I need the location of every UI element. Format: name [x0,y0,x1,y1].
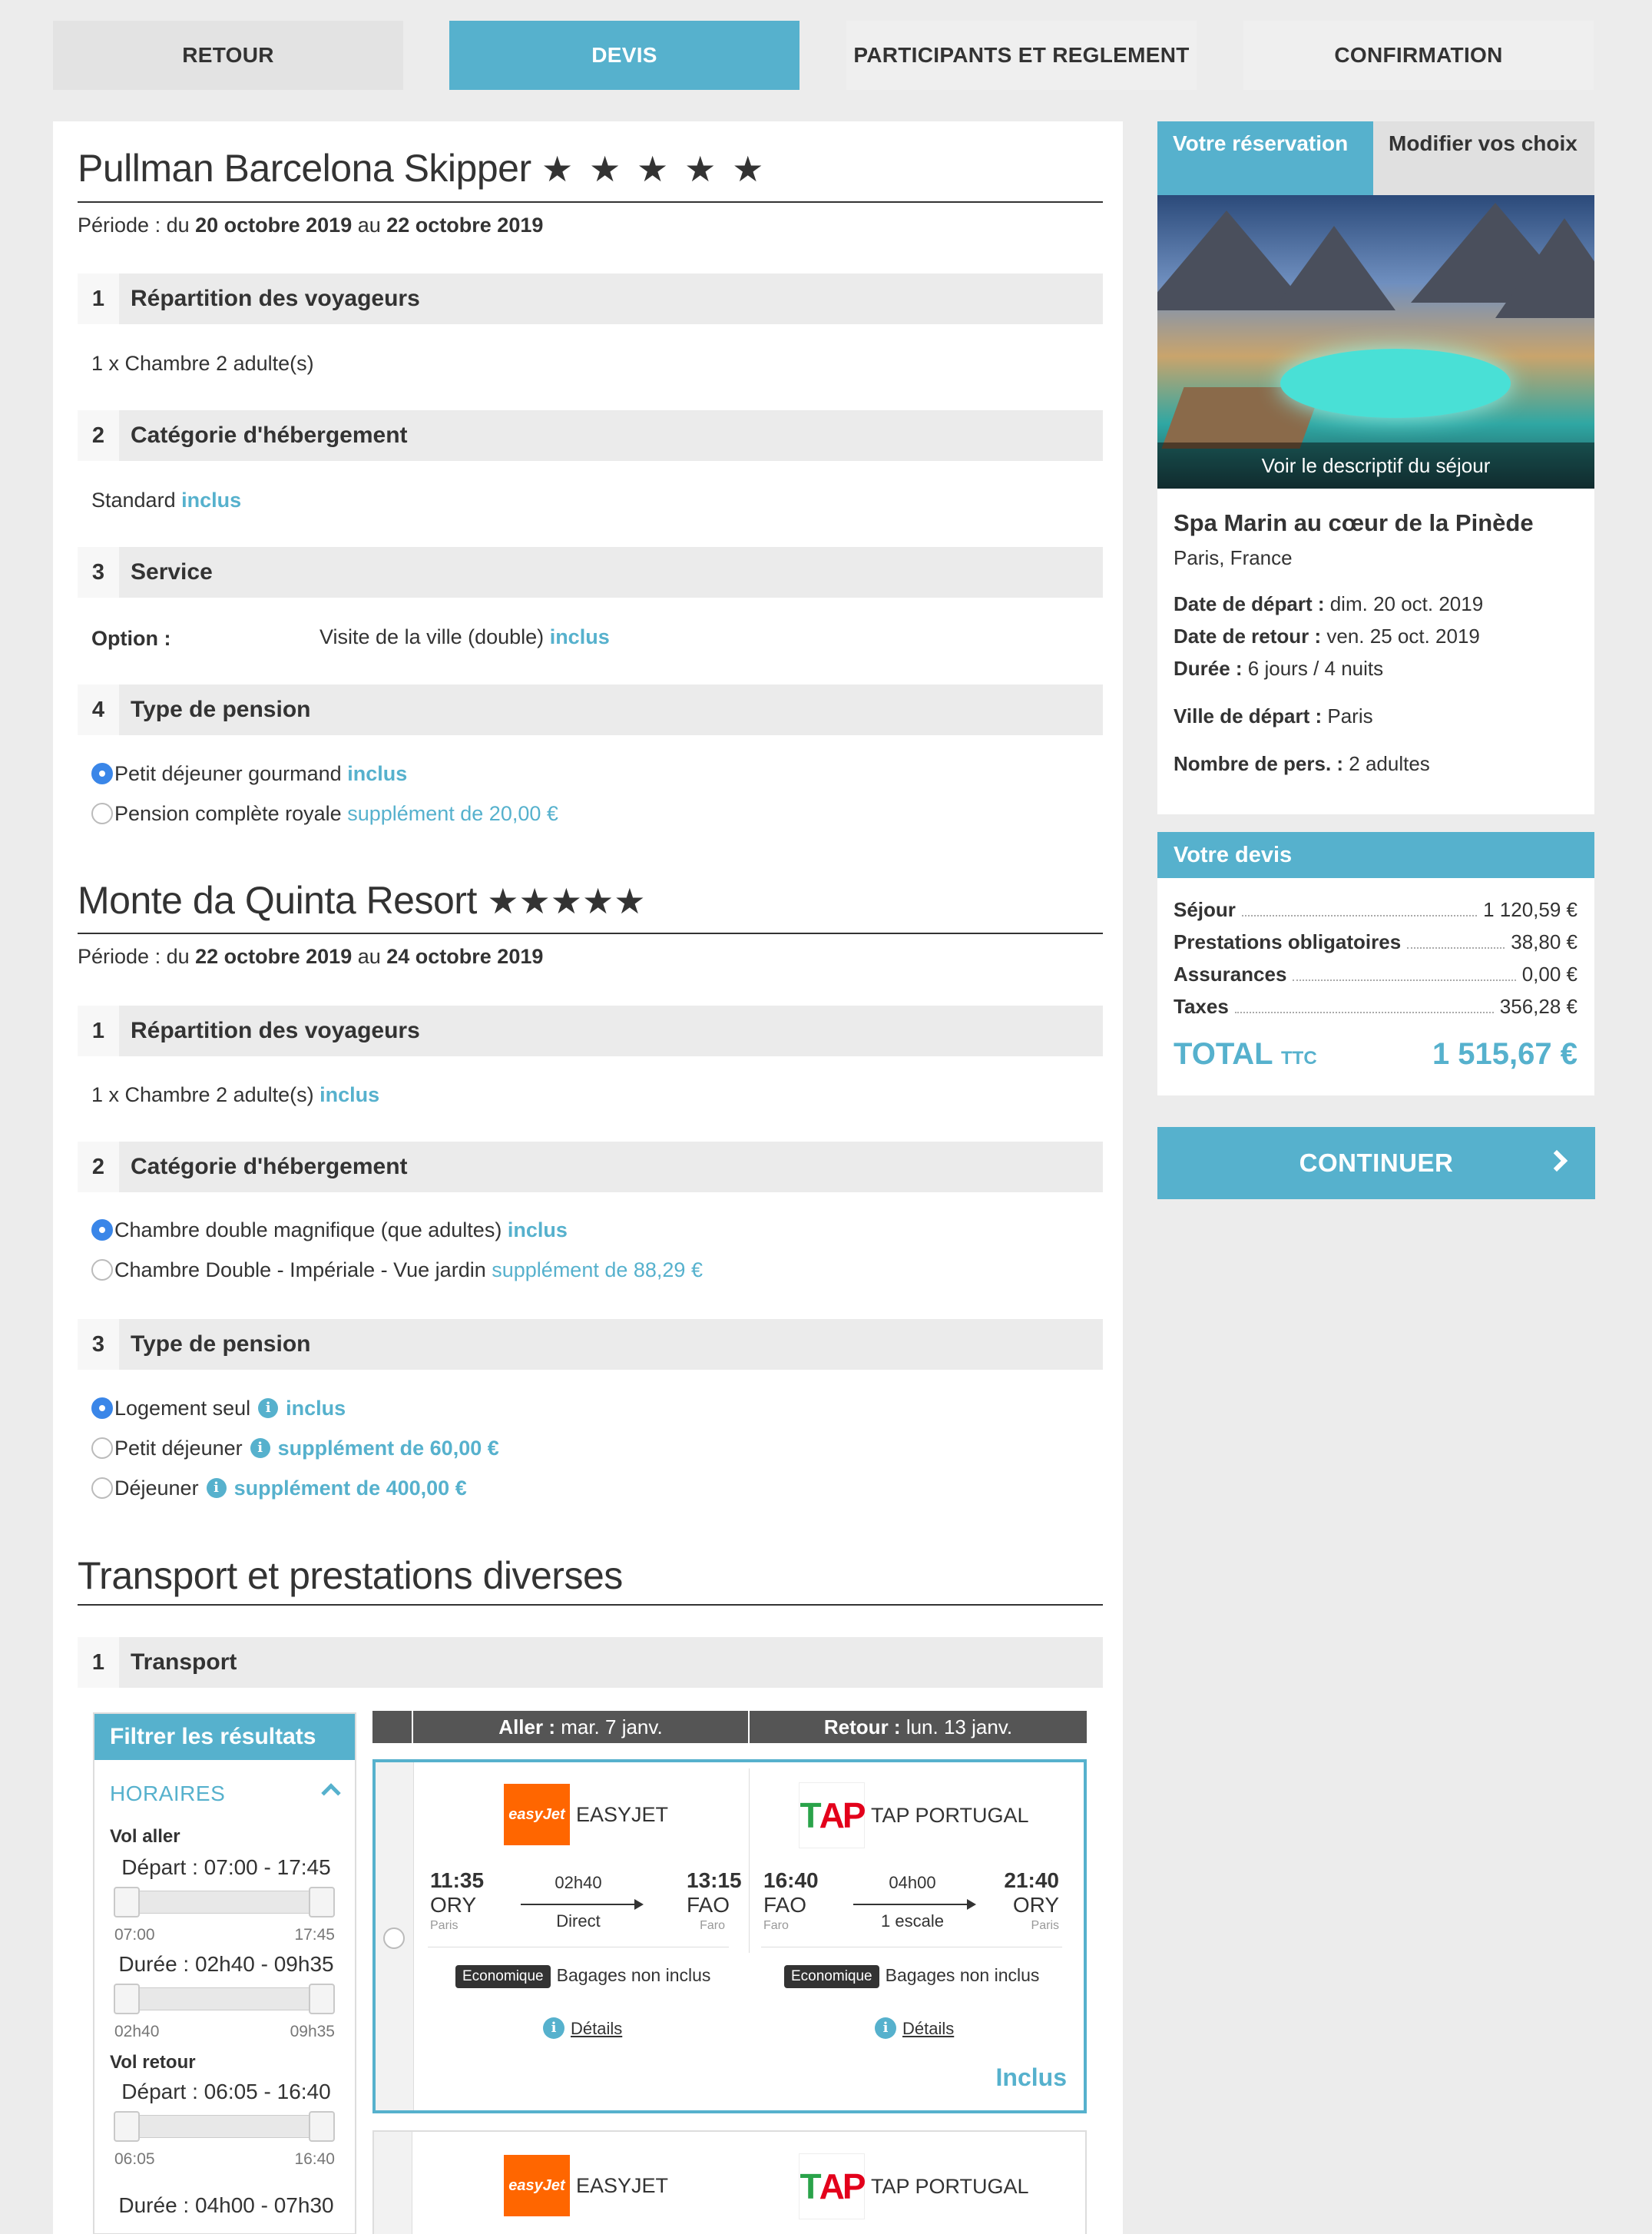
flight-card-2[interactable] [372,2130,1087,2234]
hotel1-section-service: 3 Service [78,547,1103,598]
hotel2-rule [78,933,1103,934]
arrow-right-icon [853,1904,975,1905]
duration: 02h40 [555,1873,602,1892]
filter-panel [93,1712,356,2234]
filter-max-label: 17:45 [294,1926,335,1944]
info-icon[interactable]: i [250,1438,270,1458]
tab-votre-reservation[interactable]: Votre réservation [1157,121,1373,195]
slider-handle-min[interactable] [114,2111,140,2142]
hotel1-pension-opt1[interactable]: Petit déjeuner gourmand inclus [91,762,407,786]
sidebar-tabs [1157,121,1594,195]
hotel1-section-pension: 4 Type de pension [78,684,1103,735]
duration: 04h00 [889,1873,936,1892]
dep-city: Paris [430,1919,459,1932]
hotel2-title [78,878,645,923]
tap-logo-icon: T A P [799,2153,865,2219]
devis-row-prestations: Prestations obligatoires 38,80 € [1174,930,1578,953]
hotel2-period: Période : du 22 octobre 2019 au 24 octobre 2019 [78,945,544,968]
chevron-up-icon[interactable] [321,1783,340,1802]
slider-handle-max[interactable] [309,2111,335,2142]
stay-ville-depart: Ville de départ : Paris [1174,704,1373,728]
flights-head-blank [372,1711,412,1743]
radio-icon[interactable] [91,1477,113,1499]
leg-divider [749,1768,750,1953]
arr-city: Paris [1031,1919,1059,1932]
hotel2-categorie-opt1[interactable]: Chambre double magnifique (que adultes) inclus [91,1218,568,1242]
dep-time: 16:40 [763,1868,819,1892]
hotel1-option-value: Visite de la ville (double) inclus [319,625,610,648]
devis-row-sejour: Séjour 1 120,59 € [1174,898,1578,921]
radio-checked-icon[interactable] [91,763,113,784]
info-icon: i [543,2017,564,2039]
radio-icon[interactable] [91,1437,113,1459]
stops: 1 escale [881,1911,944,1931]
hotel2-stars: ★★★★★ [487,881,646,921]
step-confirmation[interactable]: CONFIRMATION [1243,21,1594,90]
radio-icon[interactable] [91,1259,113,1281]
stay-photo[interactable] [1157,195,1594,489]
filter-min-label: 02h40 [114,2023,160,2040]
stay-location: Paris, France [1174,546,1293,569]
hotel2-section-repartition: 1 Répartition des voyageurs [78,1006,1103,1056]
roof-shape [1495,218,1594,318]
filter-max-label: 16:40 [294,2150,335,2168]
filter-min-label: 06:05 [114,2150,155,2168]
hotel2-pension-opt3[interactable]: Déjeuner i supplément de 400,00 € [91,1477,467,1500]
step-participants[interactable]: PARTICIPANTS ET REGLEMENT [846,21,1197,90]
filter-max-label: 09h35 [290,2023,335,2040]
details-link-outbound[interactable]: i Détails [543,2019,622,2040]
dep-code: FAO [763,1893,807,1917]
info-icon: i [875,2017,896,2039]
baggage-outbound: Economique Bagages non inclus [455,1965,710,1988]
hotel1-option-label: Option : [91,627,171,650]
stay-retour-date: Date de retour : ven. 25 oct. 2019 [1174,625,1480,648]
filter-vol-aller: Vol aller [110,1826,180,1847]
airline-return: T A P TAP PORTUGAL [799,1782,1029,1848]
slider-retour-depart[interactable] [114,2115,334,2138]
hotel2-categorie-opt2[interactable]: Chambre Double - Impériale - Vue jardin supplément de 88,29 € [91,1258,703,1282]
tab-modifier-choix[interactable]: Modifier vos choix [1373,121,1594,195]
devis-total-label: TOTAL TTC [1174,1037,1317,1071]
stay-duree: Durée : 6 jours / 4 nuits [1174,657,1384,680]
photo-caption[interactable]: Voir le descriptif du séjour [1157,442,1594,489]
info-icon[interactable]: i [207,1478,227,1498]
hotel2-pension-opt1[interactable]: Logement seul i inclus [91,1397,346,1420]
devis-title: Votre devis [1157,832,1594,878]
stay-title: Spa Marin au cœur de la Pinède [1174,509,1534,536]
arr-time: 21:40 [1004,1868,1059,1892]
filter-horaires[interactable]: HORAIRES [110,1782,226,1805]
pool-shape [1280,349,1511,418]
slider-aller-duree[interactable] [114,1987,334,2010]
radio-checked-icon[interactable] [91,1219,113,1241]
filter-retour-depart: Départ : 06:05 - 16:40 [121,2080,331,2103]
airline-outbound: easyJet EASYJET [504,2155,668,2216]
filter-retour-duree: Durée : 04h00 - 07h30 [118,2193,334,2217]
arr-code: FAO [687,1893,730,1917]
hotel1-period: Période : du 20 octobre 2019 au 22 octobre 2019 [78,214,544,237]
flights-head-aller: Aller : mar. 7 janv. [413,1711,748,1743]
hotel2-name: Monte da Quinta Resort [78,879,477,922]
hotel1-stars: ★ ★ ★ ★ ★ [541,149,767,189]
details-link-return[interactable]: i Détails [875,2019,954,2040]
step-retour[interactable]: RETOUR [53,21,403,90]
filter-aller-duree: Durée : 02h40 - 09h35 [118,1952,334,1976]
filter-aller-depart: Départ : 07:00 - 17:45 [121,1855,331,1879]
flight-card-1[interactable] [372,1759,1087,2113]
airline-outbound: easyJet EASYJET [504,1784,668,1845]
arrow-right-icon [521,1904,642,1905]
hotel1-categorie-text: Standard inclus [91,489,242,512]
slider-handle-max[interactable] [309,1887,335,1917]
airline-return: T A P TAP PORTUGAL [799,2153,1029,2219]
hotel1-name: Pullman Barcelona Skipper [78,147,531,190]
tap-logo-icon: T A P [799,1782,865,1848]
hotel1-title [78,146,766,191]
continue-button[interactable]: CONTINUER [1157,1127,1595,1199]
stay-nb-pers: Nombre de pers. : 2 adultes [1174,752,1430,775]
stops: Direct [556,1911,601,1931]
hotel1-pension-opt2[interactable]: Pension complète royale supplément de 20,00 € [91,802,558,826]
roof-shape [1273,226,1395,310]
baggage-return: Economique Bagages non inclus [784,1965,1039,1988]
hotel2-repartition-text: 1 x Chambre 2 adulte(s) inclus [91,1083,380,1106]
arr-code: ORY [1012,1893,1059,1917]
filter-title: Filtrer les résultats [94,1714,355,1760]
hotel1-section-repartition: 1 Répartition des voyageurs [78,273,1103,324]
arr-city: Faro [700,1919,725,1932]
hotel2-pension-opt2[interactable]: Petit déjeuner i supplément de 60,00 € [91,1437,499,1460]
flights-head-retour: Retour : lun. 13 janv. [750,1711,1087,1743]
easyjet-logo-icon: easyJet [504,2155,570,2216]
hotel1-rule [78,201,1103,203]
filter-min-label: 07:00 [114,1926,155,1944]
hotel2-section-pension: 3 Type de pension [78,1319,1103,1370]
slider-handle-max[interactable] [309,1984,335,2014]
info-icon[interactable]: i [258,1398,278,1418]
hotel1-section-categorie: 2 Catégorie d'hébergement [78,410,1103,461]
transport-section: 1 Transport [78,1637,1103,1688]
filter-vol-retour: Vol retour [110,2052,196,2073]
dep-code: ORY [430,1893,477,1917]
card-selector[interactable] [374,2132,412,2234]
stay-depart-date: Date de départ : dim. 20 oct. 2019 [1174,592,1484,615]
easyjet-logo-icon: easyJet [504,1784,570,1845]
hotel2-section-categorie: 2 Catégorie d'hébergement [78,1142,1103,1192]
radio-icon[interactable] [383,1927,405,1949]
chevron-right-icon [1546,1150,1568,1172]
dep-city: Faro [763,1919,789,1932]
devis-total-value: 1 515,67 € [1432,1037,1578,1071]
slider-handle-min[interactable] [114,1984,140,2014]
devis-row-assurances: Assurances 0,00 € [1174,963,1578,986]
dep-time: 11:35 [430,1868,485,1892]
devis-row-taxes: Taxes 356,28 € [1174,995,1578,1018]
slider-aller-depart[interactable] [114,1891,334,1914]
radio-checked-icon[interactable] [91,1397,113,1419]
transport-title: Transport et prestations diverses [78,1554,623,1597]
radio-icon[interactable] [91,803,113,824]
flight-price: Inclus [995,2063,1067,2091]
step-devis[interactable]: DEVIS [449,21,800,90]
transport-rule [78,1604,1103,1606]
slider-handle-min[interactable] [114,1887,140,1917]
arr-time: 13:15 [687,1868,742,1892]
hotel1-repartition-text: 1 x Chambre 2 adulte(s) [91,352,314,375]
